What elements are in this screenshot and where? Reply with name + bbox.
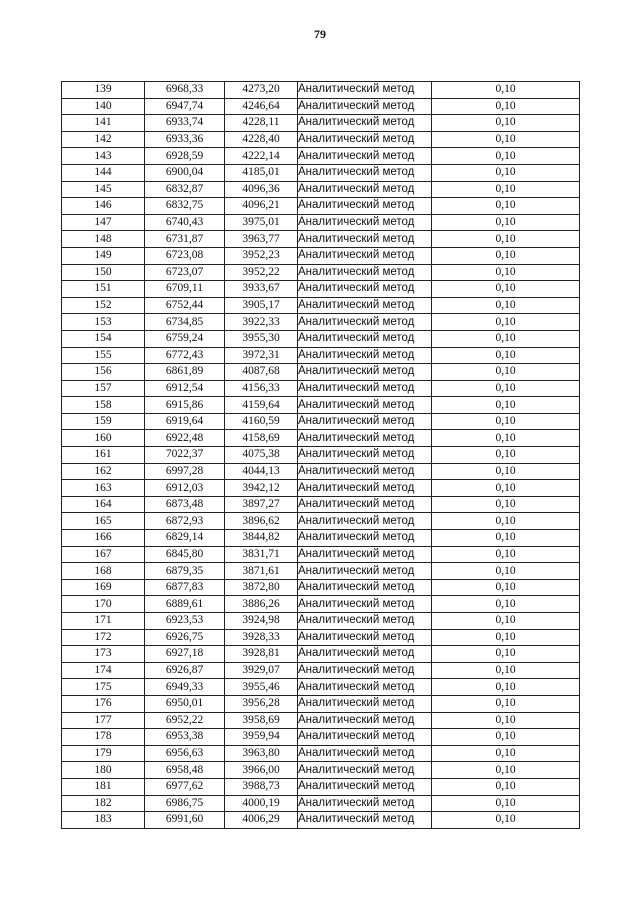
x-coordinate-cell: 6986,75 [145, 795, 225, 812]
y-coordinate-cell: 4006,29 [225, 812, 298, 829]
y-coordinate-cell: 3896,62 [225, 513, 298, 530]
point-number-cell: 144 [62, 164, 145, 181]
table-row [62, 214, 580, 231]
error-cell: 0,10 [432, 712, 580, 729]
x-coordinate-cell: 6919,64 [145, 413, 225, 430]
error-cell: 0,10 [432, 812, 580, 829]
point-number-cell: 165 [62, 513, 145, 530]
error-cell: 0,10 [432, 164, 580, 181]
method-cell: Аналитический метод [298, 397, 432, 414]
y-coordinate-cell: 3966,00 [225, 762, 298, 779]
y-coordinate-cell: 3963,80 [225, 745, 298, 762]
method-cell: Аналитический метод [298, 629, 432, 646]
table-row [62, 198, 580, 215]
y-coordinate-cell: 4000,19 [225, 795, 298, 812]
error-cell: 0,10 [432, 380, 580, 397]
method-cell: Аналитический метод [298, 762, 432, 779]
table-row [62, 380, 580, 397]
x-coordinate-cell: 6956,63 [145, 745, 225, 762]
y-coordinate-cell: 3988,73 [225, 778, 298, 795]
point-number-cell: 140 [62, 98, 145, 115]
y-coordinate-cell: 3871,61 [225, 563, 298, 580]
table-row [62, 281, 580, 298]
error-cell: 0,10 [432, 729, 580, 746]
method-cell: Аналитический метод [298, 115, 432, 132]
point-number-cell: 170 [62, 596, 145, 613]
error-cell: 0,10 [432, 397, 580, 414]
y-coordinate-cell: 4096,21 [225, 198, 298, 215]
error-cell: 0,10 [432, 148, 580, 165]
x-coordinate-cell: 6734,85 [145, 314, 225, 331]
y-coordinate-cell: 3831,71 [225, 546, 298, 563]
table-row [62, 148, 580, 165]
table-row [62, 662, 580, 679]
point-number-cell: 139 [62, 82, 145, 99]
method-cell: Аналитический метод [298, 231, 432, 248]
y-coordinate-cell: 3963,77 [225, 231, 298, 248]
point-number-cell: 166 [62, 530, 145, 547]
method-cell: Аналитический метод [298, 264, 432, 281]
y-coordinate-cell: 4075,38 [225, 447, 298, 464]
y-coordinate-cell: 3952,23 [225, 247, 298, 264]
table-row [62, 496, 580, 513]
method-cell: Аналитический метод [298, 613, 432, 630]
error-cell: 0,10 [432, 247, 580, 264]
error-cell: 0,10 [432, 579, 580, 596]
point-number-cell: 182 [62, 795, 145, 812]
point-number-cell: 150 [62, 264, 145, 281]
x-coordinate-cell: 6731,87 [145, 231, 225, 248]
method-cell: Аналитический метод [298, 364, 432, 381]
table-row [62, 264, 580, 281]
y-coordinate-cell: 3958,69 [225, 712, 298, 729]
y-coordinate-cell: 4246,64 [225, 98, 298, 115]
method-cell: Аналитический метод [298, 148, 432, 165]
y-coordinate-cell: 3956,28 [225, 695, 298, 712]
method-cell: Аналитический метод [298, 164, 432, 181]
method-cell: Аналитический метод [298, 496, 432, 513]
table-row [62, 247, 580, 264]
y-coordinate-cell: 3955,46 [225, 679, 298, 696]
point-number-cell: 143 [62, 148, 145, 165]
point-number-cell: 173 [62, 646, 145, 663]
y-coordinate-cell: 3905,17 [225, 297, 298, 314]
table-row [62, 695, 580, 712]
table-row [62, 530, 580, 547]
method-cell: Аналитический метод [298, 646, 432, 663]
x-coordinate-cell: 6752,44 [145, 297, 225, 314]
y-coordinate-cell: 3959,94 [225, 729, 298, 746]
method-cell: Аналитический метод [298, 778, 432, 795]
y-coordinate-cell: 4160,59 [225, 413, 298, 430]
method-cell: Аналитический метод [298, 729, 432, 746]
x-coordinate-cell: 6912,03 [145, 480, 225, 497]
y-coordinate-cell: 4185,01 [225, 164, 298, 181]
x-coordinate-cell: 6977,62 [145, 778, 225, 795]
method-cell: Аналитический метод [298, 513, 432, 530]
point-number-cell: 149 [62, 247, 145, 264]
method-cell: Аналитический метод [298, 480, 432, 497]
point-number-cell: 151 [62, 281, 145, 298]
x-coordinate-cell: 6947,74 [145, 98, 225, 115]
x-coordinate-cell: 6861,89 [145, 364, 225, 381]
x-coordinate-cell: 6723,07 [145, 264, 225, 281]
error-cell: 0,10 [432, 662, 580, 679]
y-coordinate-cell: 4156,33 [225, 380, 298, 397]
method-cell: Аналитический метод [298, 530, 432, 547]
point-number-cell: 157 [62, 380, 145, 397]
method-cell: Аналитический метод [298, 247, 432, 264]
y-coordinate-cell: 3922,33 [225, 314, 298, 331]
method-cell: Аналитический метод [298, 380, 432, 397]
error-cell: 0,10 [432, 364, 580, 381]
table-row [62, 413, 580, 430]
point-number-cell: 160 [62, 430, 145, 447]
method-cell: Аналитический метод [298, 546, 432, 563]
x-coordinate-cell: 6933,74 [145, 115, 225, 132]
x-coordinate-cell: 6958,48 [145, 762, 225, 779]
point-number-cell: 176 [62, 695, 145, 712]
point-number-cell: 171 [62, 613, 145, 630]
error-cell: 0,10 [432, 413, 580, 430]
point-number-cell: 162 [62, 463, 145, 480]
table-row [62, 729, 580, 746]
x-coordinate-cell: 6912,54 [145, 380, 225, 397]
y-coordinate-cell: 4158,69 [225, 430, 298, 447]
method-cell: Аналитический метод [298, 214, 432, 231]
error-cell: 0,10 [432, 496, 580, 513]
method-cell: Аналитический метод [298, 463, 432, 480]
y-coordinate-cell: 3975,01 [225, 214, 298, 231]
point-number-cell: 172 [62, 629, 145, 646]
point-number-cell: 148 [62, 231, 145, 248]
x-coordinate-cell: 6997,28 [145, 463, 225, 480]
table-row [62, 629, 580, 646]
error-cell: 0,10 [432, 98, 580, 115]
table-row [62, 364, 580, 381]
point-number-cell: 146 [62, 198, 145, 215]
point-number-cell: 169 [62, 579, 145, 596]
error-cell: 0,10 [432, 480, 580, 497]
table-row [62, 679, 580, 696]
method-cell: Аналитический метод [298, 330, 432, 347]
error-cell: 0,10 [432, 695, 580, 712]
error-cell: 0,10 [432, 115, 580, 132]
x-coordinate-cell: 7022,37 [145, 447, 225, 464]
method-cell: Аналитический метод [298, 812, 432, 829]
x-coordinate-cell: 6927,18 [145, 646, 225, 663]
method-cell: Аналитический метод [298, 563, 432, 580]
error-cell: 0,10 [432, 447, 580, 464]
y-coordinate-cell: 4228,11 [225, 115, 298, 132]
x-coordinate-cell: 6922,48 [145, 430, 225, 447]
method-cell: Аналитический метод [298, 712, 432, 729]
y-coordinate-cell: 4159,64 [225, 397, 298, 414]
table-row [62, 82, 580, 99]
table-row [62, 579, 580, 596]
y-coordinate-cell: 3872,80 [225, 579, 298, 596]
y-coordinate-cell: 4228,40 [225, 131, 298, 148]
table-row [62, 762, 580, 779]
error-cell: 0,10 [432, 795, 580, 812]
y-coordinate-cell: 3955,30 [225, 330, 298, 347]
point-number-cell: 174 [62, 662, 145, 679]
x-coordinate-cell: 6877,83 [145, 579, 225, 596]
point-number-cell: 153 [62, 314, 145, 331]
method-cell: Аналитический метод [298, 347, 432, 364]
method-cell: Аналитический метод [298, 198, 432, 215]
method-cell: Аналитический метод [298, 131, 432, 148]
error-cell: 0,10 [432, 679, 580, 696]
point-number-cell: 167 [62, 546, 145, 563]
x-coordinate-cell: 6709,11 [145, 281, 225, 298]
x-coordinate-cell: 6772,43 [145, 347, 225, 364]
y-coordinate-cell: 3942,12 [225, 480, 298, 497]
x-coordinate-cell: 6832,87 [145, 181, 225, 198]
point-number-cell: 142 [62, 131, 145, 148]
method-cell: Аналитический метод [298, 679, 432, 696]
table-row [62, 778, 580, 795]
table-body [62, 82, 580, 829]
error-cell: 0,10 [432, 513, 580, 530]
x-coordinate-cell: 6829,14 [145, 530, 225, 547]
error-cell: 0,10 [432, 214, 580, 231]
error-cell: 0,10 [432, 546, 580, 563]
y-coordinate-cell: 4273,20 [225, 82, 298, 99]
point-number-cell: 168 [62, 563, 145, 580]
table-row [62, 330, 580, 347]
method-cell: Аналитический метод [298, 596, 432, 613]
table-row [62, 596, 580, 613]
table-row [62, 397, 580, 414]
point-number-cell: 175 [62, 679, 145, 696]
error-cell: 0,10 [432, 198, 580, 215]
y-coordinate-cell: 3844,82 [225, 530, 298, 547]
x-coordinate-cell: 6889,61 [145, 596, 225, 613]
point-number-cell: 164 [62, 496, 145, 513]
table-row [62, 463, 580, 480]
table-row [62, 613, 580, 630]
y-coordinate-cell: 3924,98 [225, 613, 298, 630]
error-cell: 0,10 [432, 347, 580, 364]
method-cell: Аналитический метод [298, 745, 432, 762]
x-coordinate-cell: 6900,04 [145, 164, 225, 181]
error-cell: 0,10 [432, 264, 580, 281]
y-coordinate-cell: 4087,68 [225, 364, 298, 381]
method-cell: Аналитический метод [298, 297, 432, 314]
table-row [62, 563, 580, 580]
table-row [62, 231, 580, 248]
point-number-cell: 163 [62, 480, 145, 497]
x-coordinate-cell: 6723,08 [145, 247, 225, 264]
x-coordinate-cell: 6950,01 [145, 695, 225, 712]
method-cell: Аналитический метод [298, 98, 432, 115]
coordinates-table [61, 81, 580, 829]
table-row [62, 513, 580, 530]
error-cell: 0,10 [432, 596, 580, 613]
point-number-cell: 159 [62, 413, 145, 430]
point-number-cell: 152 [62, 297, 145, 314]
x-coordinate-cell: 6952,22 [145, 712, 225, 729]
error-cell: 0,10 [432, 231, 580, 248]
table-row [62, 712, 580, 729]
point-number-cell: 155 [62, 347, 145, 364]
error-cell: 0,10 [432, 629, 580, 646]
error-cell: 0,10 [432, 131, 580, 148]
method-cell: Аналитический метод [298, 795, 432, 812]
x-coordinate-cell: 6832,75 [145, 198, 225, 215]
x-coordinate-cell: 6933,36 [145, 131, 225, 148]
error-cell: 0,10 [432, 430, 580, 447]
table-row [62, 181, 580, 198]
table-row [62, 314, 580, 331]
table-row [62, 546, 580, 563]
y-coordinate-cell: 3897,27 [225, 496, 298, 513]
table-row [62, 745, 580, 762]
method-cell: Аналитический метод [298, 413, 432, 430]
point-number-cell: 181 [62, 778, 145, 795]
method-cell: Аналитический метод [298, 430, 432, 447]
x-coordinate-cell: 6926,87 [145, 662, 225, 679]
point-number-cell: 158 [62, 397, 145, 414]
table-row [62, 430, 580, 447]
table-row [62, 480, 580, 497]
y-coordinate-cell: 3928,81 [225, 646, 298, 663]
point-number-cell: 156 [62, 364, 145, 381]
error-cell: 0,10 [432, 297, 580, 314]
table-row [62, 164, 580, 181]
method-cell: Аналитический метод [298, 181, 432, 198]
error-cell: 0,10 [432, 778, 580, 795]
y-coordinate-cell: 3933,67 [225, 281, 298, 298]
method-cell: Аналитический метод [298, 447, 432, 464]
y-coordinate-cell: 3952,22 [225, 264, 298, 281]
table-row [62, 646, 580, 663]
table-row [62, 115, 580, 132]
error-cell: 0,10 [432, 646, 580, 663]
method-cell: Аналитический метод [298, 82, 432, 99]
y-coordinate-cell: 3972,31 [225, 347, 298, 364]
error-cell: 0,10 [432, 330, 580, 347]
table-row [62, 795, 580, 812]
y-coordinate-cell: 3928,33 [225, 629, 298, 646]
x-coordinate-cell: 6759,24 [145, 330, 225, 347]
point-number-cell: 145 [62, 181, 145, 198]
x-coordinate-cell: 6915,86 [145, 397, 225, 414]
y-coordinate-cell: 4096,36 [225, 181, 298, 198]
x-coordinate-cell: 6873,48 [145, 496, 225, 513]
method-cell: Аналитический метод [298, 662, 432, 679]
method-cell: Аналитический метод [298, 281, 432, 298]
x-coordinate-cell: 6926,75 [145, 629, 225, 646]
x-coordinate-cell: 6968,33 [145, 82, 225, 99]
x-coordinate-cell: 6872,93 [145, 513, 225, 530]
x-coordinate-cell: 6923,53 [145, 613, 225, 630]
table-row [62, 297, 580, 314]
error-cell: 0,10 [432, 281, 580, 298]
table-row [62, 98, 580, 115]
error-cell: 0,10 [432, 82, 580, 99]
table-row [62, 812, 580, 829]
y-coordinate-cell: 3929,07 [225, 662, 298, 679]
x-coordinate-cell: 6740,43 [145, 214, 225, 231]
table-row [62, 347, 580, 364]
error-cell: 0,10 [432, 463, 580, 480]
point-number-cell: 161 [62, 447, 145, 464]
page-number: 79 [314, 27, 326, 41]
point-number-cell: 177 [62, 712, 145, 729]
error-cell: 0,10 [432, 530, 580, 547]
method-cell: Аналитический метод [298, 314, 432, 331]
x-coordinate-cell: 6953,38 [145, 729, 225, 746]
error-cell: 0,10 [432, 563, 580, 580]
point-number-cell: 154 [62, 330, 145, 347]
table-row [62, 131, 580, 148]
point-number-cell: 147 [62, 214, 145, 231]
method-cell: Аналитический метод [298, 579, 432, 596]
x-coordinate-cell: 6845,80 [145, 546, 225, 563]
point-number-cell: 141 [62, 115, 145, 132]
point-number-cell: 178 [62, 729, 145, 746]
x-coordinate-cell: 6949,33 [145, 679, 225, 696]
error-cell: 0,10 [432, 314, 580, 331]
x-coordinate-cell: 6991,60 [145, 812, 225, 829]
error-cell: 0,10 [432, 181, 580, 198]
y-coordinate-cell: 4044,13 [225, 463, 298, 480]
y-coordinate-cell: 4222,14 [225, 148, 298, 165]
point-number-cell: 179 [62, 745, 145, 762]
y-coordinate-cell: 3886,26 [225, 596, 298, 613]
point-number-cell: 183 [62, 812, 145, 829]
error-cell: 0,10 [432, 762, 580, 779]
error-cell: 0,10 [432, 613, 580, 630]
x-coordinate-cell: 6879,35 [145, 563, 225, 580]
point-number-cell: 180 [62, 762, 145, 779]
x-coordinate-cell: 6928,59 [145, 148, 225, 165]
table-row [62, 447, 580, 464]
method-cell: Аналитический метод [298, 695, 432, 712]
error-cell: 0,10 [432, 745, 580, 762]
